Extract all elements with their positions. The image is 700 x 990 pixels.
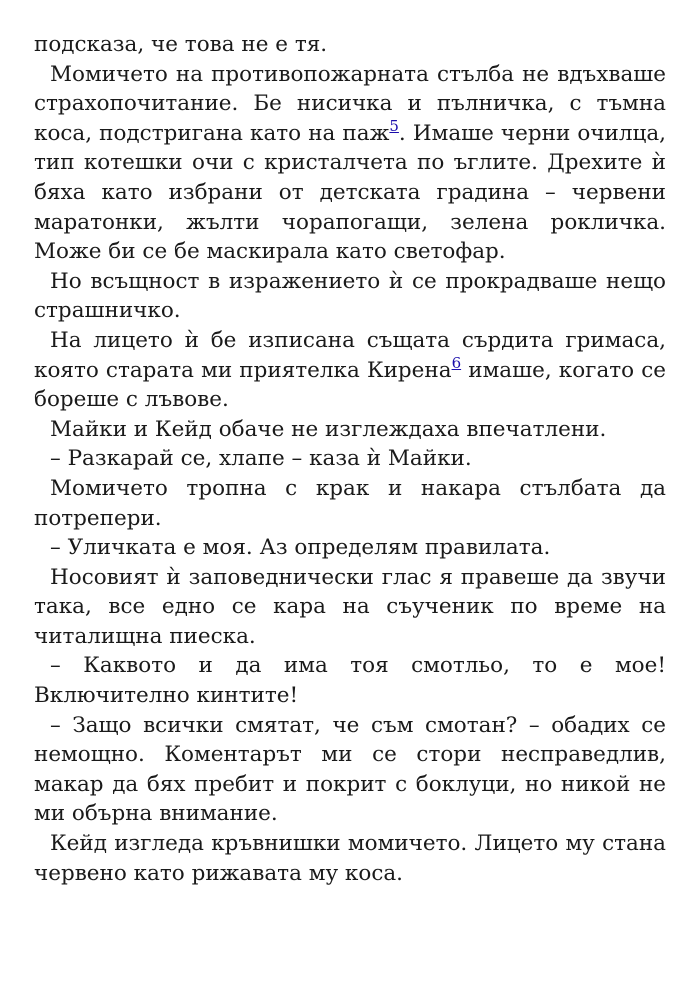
paragraph-text: Момичето на противопожарната стълба не вдъхваше страхопочитание. Бе нисичка и пълничка, с тъмна коса, подстригана като на паж <box>34 61 666 146</box>
paragraph-text: – Каквото и да има тоя смотльо, то е мое! Включително кинтите! <box>34 653 666 709</box>
footnote-link-6[interactable]: 6 <box>451 353 462 372</box>
paragraph-8 <box>34 533 666 563</box>
paragraph-text: Майки и Кейд обаче не изглеждаха впечатлени. <box>50 416 607 442</box>
paragraph-text: Но всъщност в изражението ѝ се прокрадваше нещо страшничко. <box>34 268 666 324</box>
paragraph-2 <box>34 60 666 267</box>
paragraph-text: Носовият ѝ заповеднически глас я правеше да звучи така, все едно се кара на съученик по време на читалищна пиеска. <box>34 564 666 649</box>
book-page <box>34 30 666 888</box>
paragraph-text: – Разкарай се, хлапе – каза ѝ Майки. <box>50 446 472 472</box>
paragraph-7 <box>34 474 666 533</box>
paragraph-4 <box>34 326 666 415</box>
paragraph-6 <box>34 444 666 474</box>
paragraph-9 <box>34 563 666 652</box>
paragraph-12 <box>34 829 666 888</box>
paragraph-5 <box>34 415 666 445</box>
paragraph-text: – Защо всички смятат, че съм смотан? – обадих се немощно. Коментарът ми се стори несправедлив, макар да бях пребит и покрит с боклуци, но никой не ми обърна внимание. <box>34 712 666 827</box>
paragraph-text: Кейд изгледа кръвнишки момичето. Лицето му стана червено като рижавата му коса. <box>34 831 666 886</box>
paragraph-text-continued: имаше, когато се бореше с лъвове. <box>34 357 667 413</box>
paragraph-1 <box>34 30 666 60</box>
paragraph-text: Момичето тропна с крак и накара стълбата да потрепери. <box>34 475 666 531</box>
footnote-link-5[interactable]: 5 <box>389 116 399 135</box>
paragraph-11 <box>34 711 666 829</box>
paragraph-text: подсказа, че това не е тя. <box>34 32 328 57</box>
paragraph-text: На лицето ѝ бе изписана същата сърдита гримаса, която старата ми приятелка Кирена <box>34 327 666 383</box>
paragraph-text: – Уличката е моя. Аз определям правилата. <box>50 535 551 561</box>
paragraph-10 <box>34 651 666 710</box>
paragraph-text-continued: . Имаше черни очилца, тип котешки очи с кристалчета по ъглите. Дрехите ѝ бяха като избрани от детската градина – червени маратонки, жълти чорапогащи, зелена рокличка. Може би се бе маскирала като светофар. <box>34 120 667 265</box>
paragraph-3 <box>34 267 666 326</box>
